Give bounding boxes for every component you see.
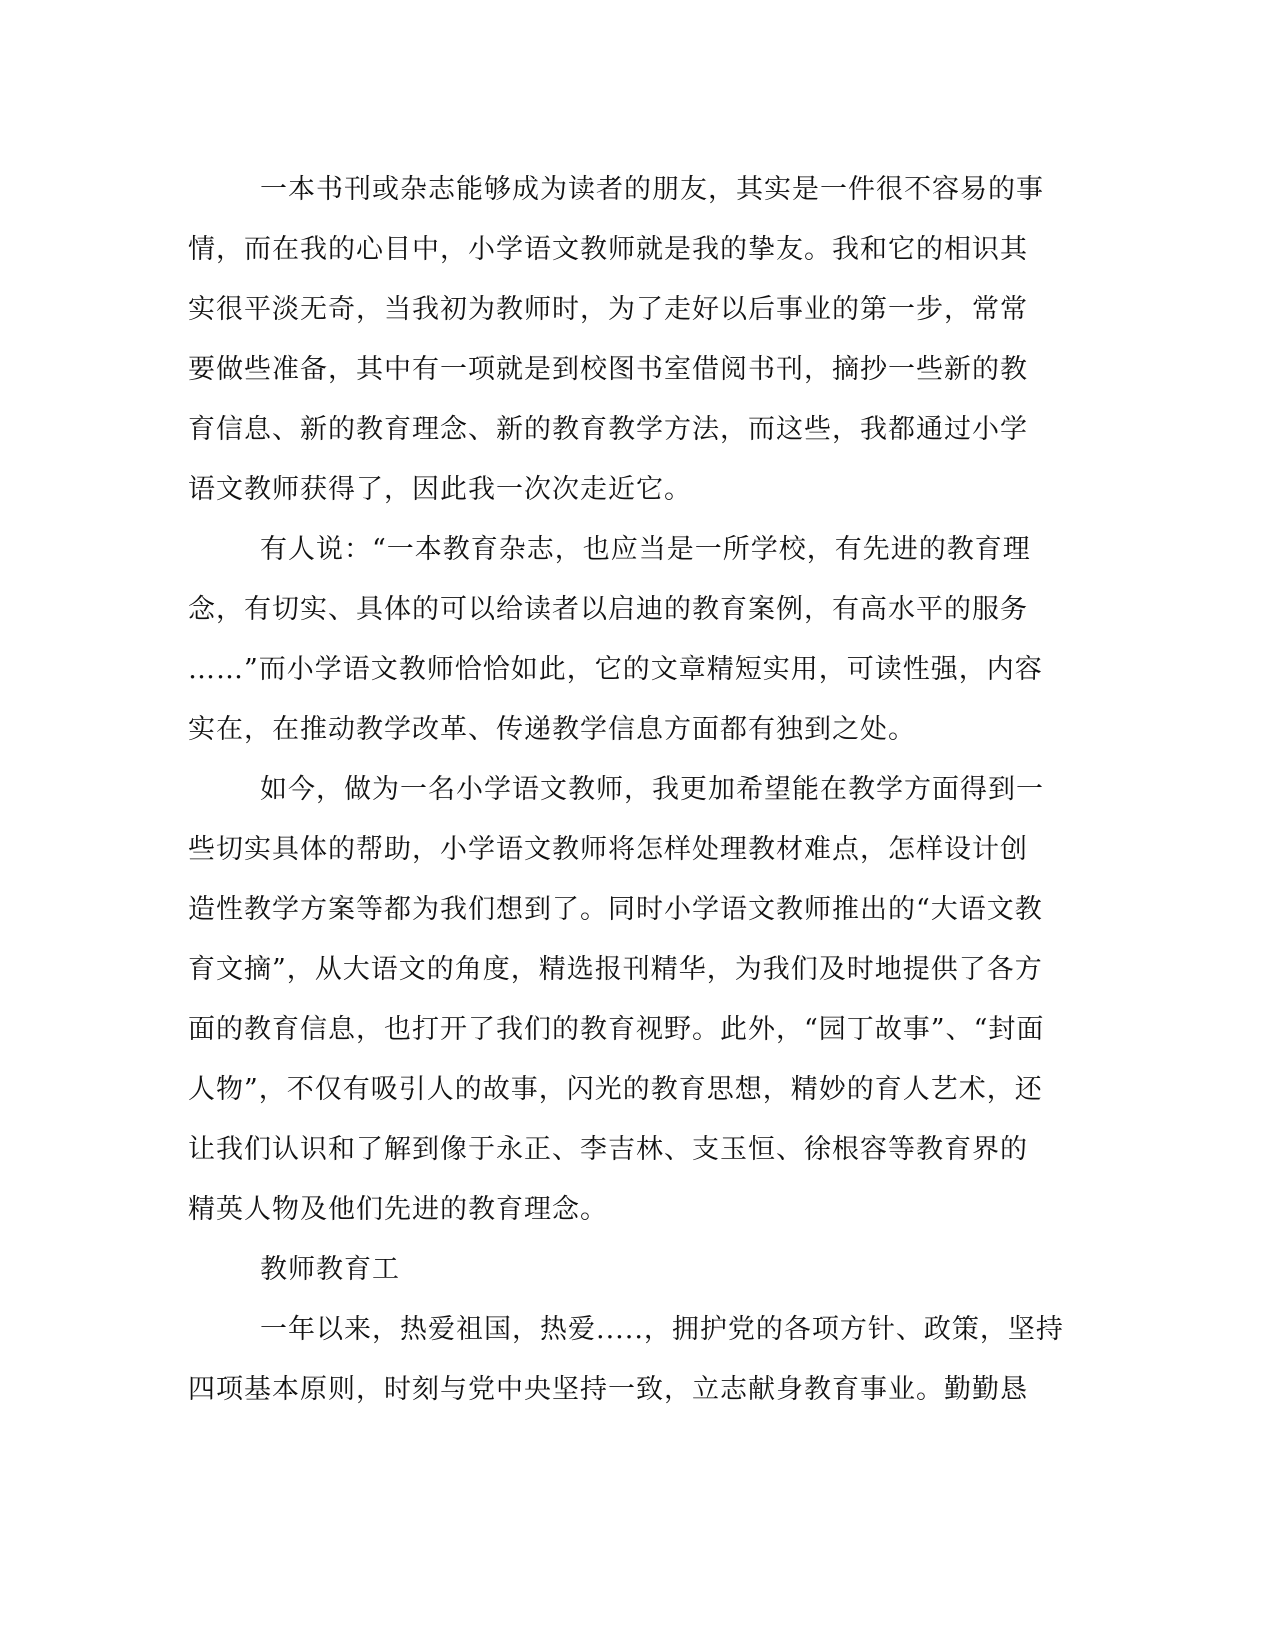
paragraph-3-line-1: 如今，做为一名小学语文教师，我更加希望能在教学方面得到一 bbox=[260, 774, 1044, 805]
paragraph-1-line-1: 一本书刊或杂志能够成为读者的朋友，其实是一件很不容易的事 bbox=[260, 174, 1044, 205]
document-body bbox=[188, 160, 1088, 1420]
paragraph-1-line-6: 语文教师获得了，因此我一次次走近它。 bbox=[188, 474, 692, 505]
paragraph-1-line-5: 育信息、新的教育理念、新的教育教学方法，而这些，我都通过小学 bbox=[188, 414, 1028, 445]
paragraph-2-line-4: 实在，在推动教学改革、传递教学信息方面都有独到之处。 bbox=[188, 714, 916, 745]
paragraph-1-line-3: 实很平淡无奇，当我初为教师时，为了走好以后事业的第一步，常常 bbox=[188, 294, 1028, 325]
paragraph-3-line-7: 让我们认识和了解到像于永正、李吉林、支玉恒、徐根容等教育界的 bbox=[188, 1134, 1028, 1165]
paragraph-1-line-2: 情，而在我的心目中，小学语文教师就是我的挚友。我和它的相识其 bbox=[188, 234, 1028, 265]
paragraph-2-line-3: ……”而小学语文教师恰恰如此，它的文章精短实用，可读性强，内容 bbox=[188, 654, 1043, 685]
paragraph-3-line-2: 些切实具体的帮助，小学语文教师将怎样处理教材难点，怎样设计创 bbox=[188, 834, 1028, 865]
paragraph-3-line-8: 精英人物及他们先进的教育理念。 bbox=[188, 1194, 608, 1225]
section-heading: 教师教育工 bbox=[260, 1254, 400, 1285]
paragraph-3-line-6: 人物”，不仅有吸引人的故事，闪光的教育思想，精妙的育人艺术，还 bbox=[188, 1074, 1043, 1105]
paragraph-1-line-4: 要做些准备，其中有一项就是到校图书室借阅书刊，摘抄一些新的教 bbox=[188, 354, 1028, 385]
paragraph-2-line-1: 有人说：“一本教育杂志，也应当是一所学校，有先进的教育理 bbox=[260, 534, 1031, 565]
paragraph-2-line-2: 念，有切实、具体的可以给读者以启迪的教育案例，有高水平的服务 bbox=[188, 594, 1028, 625]
paragraph-4-line-2: 四项基本原则，时刻与党中央坚持一致，立志献身教育事业。勤勤恳 bbox=[188, 1374, 1028, 1405]
paragraph-3-line-3: 造性教学方案等都为我们想到了。同时小学语文教师推出的“大语文教 bbox=[188, 894, 1043, 925]
paragraph-3-line-5: 面的教育信息，也打开了我们的教育视野。此外，“园丁故事”、“封面 bbox=[188, 1014, 1045, 1045]
paragraph-3-line-4: 育文摘”，从大语文的角度，精选报刊精华，为我们及时地提供了各方 bbox=[188, 954, 1043, 985]
paragraph-4-line-1: 一年以来，热爱祖国，热爱.....，拥护党的各项方针、政策，坚持 bbox=[260, 1314, 1064, 1345]
